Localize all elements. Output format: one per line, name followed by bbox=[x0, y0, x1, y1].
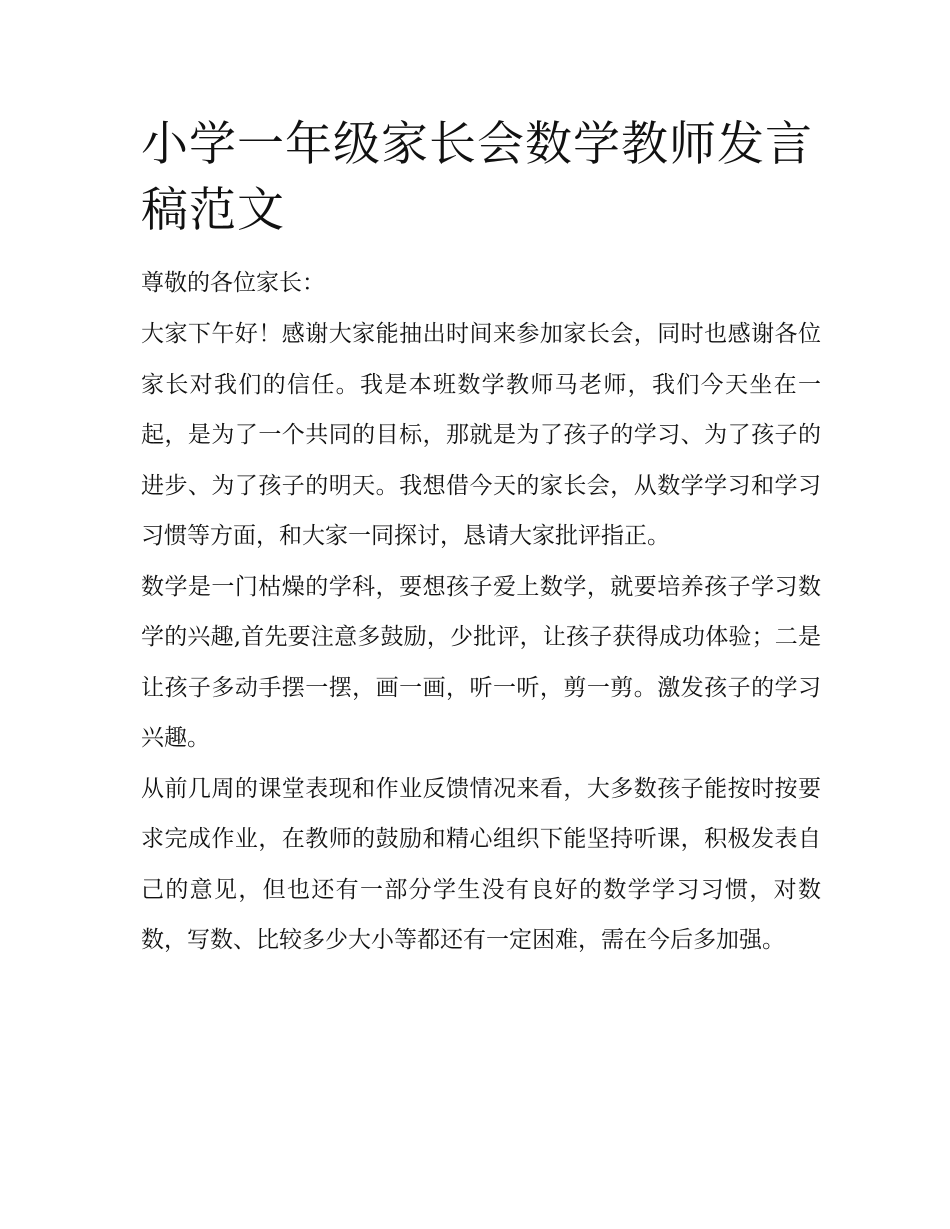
document-title: 小学一年级家长会数学教师发言稿范文 bbox=[141, 117, 813, 238]
paragraph-interest: 数学是一门枯燥的学科，要想孩子爱上数学，就要培养孩子学习数学的兴趣,首先要注意多鼓励，少批评，让孩子获得成功体验；二是让孩子多动手摆一摆，画一画，听一听，剪一剪。激发孩子的学习兴趣。 bbox=[141, 573, 821, 751]
salutation: 尊敬的各位家长： bbox=[141, 270, 325, 296]
paragraph-greeting: 大家下午好！感谢大家能抽出时间来参加家长会，同时也感谢各位家长对我们的信任。我是本班数学教师马老师，我们今天坐在一起，是为了一个共同的目标，那就是为了孩子的学习、为了孩子的进步、为了孩子的明天。我想借今天的家长会，从数学学习和学习习惯等方面，和大家一同探讨，恳请大家批评指正。 bbox=[141, 321, 821, 549]
document-page bbox=[141, 112, 821, 966]
paragraph-observation: 从前几周的课堂表现和作业反馈情况来看，大多数孩子能按时按要求完成作业，在教师的鼓励和精心组织下能坚持听课，积极发表自己的意见，但也还有一部分学生没有良好的数学学习习惯，对数数，写数、比较多少大小等都还有一定困难，需在今后多加强。 bbox=[141, 775, 821, 953]
